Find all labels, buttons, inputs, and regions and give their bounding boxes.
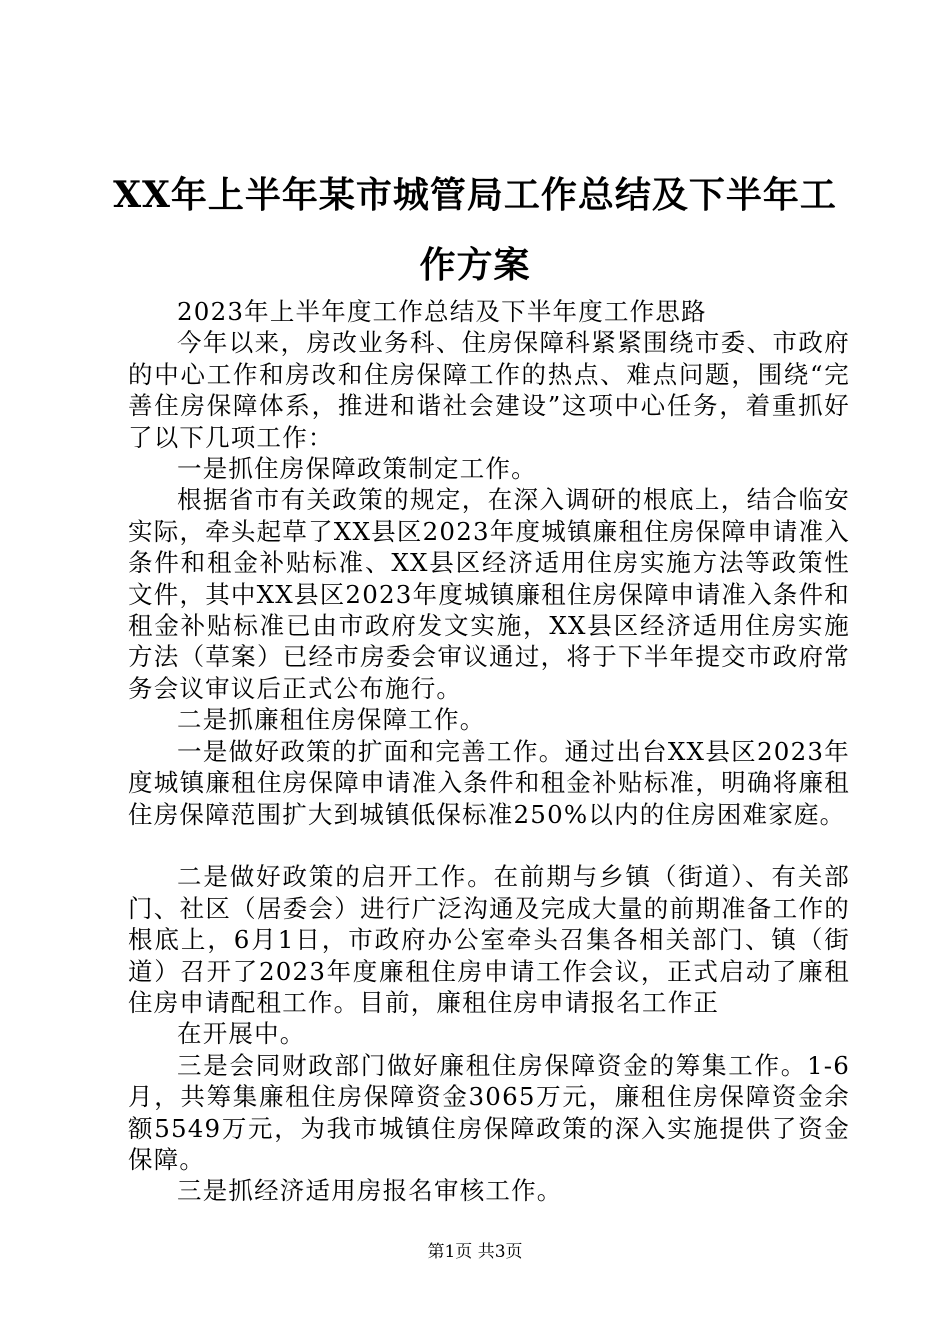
policy-paragraph: 根据省市有关政策的规定，在深入调研的根底上，结合临安实际，牵头起草了XX县区2023年度城镇廉租住房保障申请准入条件和租金补贴标准、XX县区经济适用住房实施方法等政策性文件，其中XX县区2023年度城镇廉租住房保障申请准入条件和租金补贴标准已由市政府发文实施，XX县区经济适用住房实施方法（草案）已经市房委会审议通过，将于下半年提交市政府常务会议审议后正式公布施行。	[128, 485, 850, 703]
document-body	[128, 296, 850, 1207]
document-title: XX年上半年某市城管局工作总结及下半年工作方案	[113, 174, 837, 286]
low-rent-item-2: 二是做好政策的启开工作。在前期与乡镇（街道）、有关部门、社区（居委会）进行广泛沟通及完成大量的前期准备工作的根底上，6月1日，市政府办公室牵头召集各相关部门、镇（街道）召开了2023年度廉租住房申请工作会议，正式启动了廉租住房申请配租工作。目前，廉租住房申请报名工作正	[128, 862, 850, 1017]
section-heading-policy: 一是抓住房保障政策制定工作。	[177, 454, 537, 484]
section-heading-affordable-housing: 三是抓经济适用房报名审核工作。	[177, 1176, 563, 1206]
low-rent-item-2-continued: 在开展中。	[177, 1019, 306, 1049]
low-rent-item-3: 三是会同财政部门做好廉租住房保障资金的筹集工作。1-6月，共筹集廉租住房保障资金3065万元，廉租住房保障资金余额5549万元，为我市城镇住房保障政策的深入实施提供了资金保障。	[128, 1050, 850, 1174]
section-heading-low-rent: 二是抓廉租住房保障工作。	[177, 705, 486, 735]
page-footer: 第1页 共3页	[427, 1242, 523, 1262]
subtitle-paragraph: 2023年上半年度工作总结及下半年度工作思路	[177, 297, 707, 326]
intro-paragraph: 今年以来，房改业务科、住房保障科紧紧围绕市委、市政府的中心工作和房改和住房保障工作的热点、难点问题，围绕“完善住房保障体系，推进和谐社会建设”这项中心任务，着重抓好了以下几项工作：	[128, 328, 850, 452]
low-rent-item-1: 一是做好政策的扩面和完善工作。通过出台XX县区2023年度城镇廉租住房保障申请准入条件和租金补贴标准，明确将廉租住房保障范围扩大到城镇低保标准250%以内的住房困难家庭。	[128, 736, 850, 829]
